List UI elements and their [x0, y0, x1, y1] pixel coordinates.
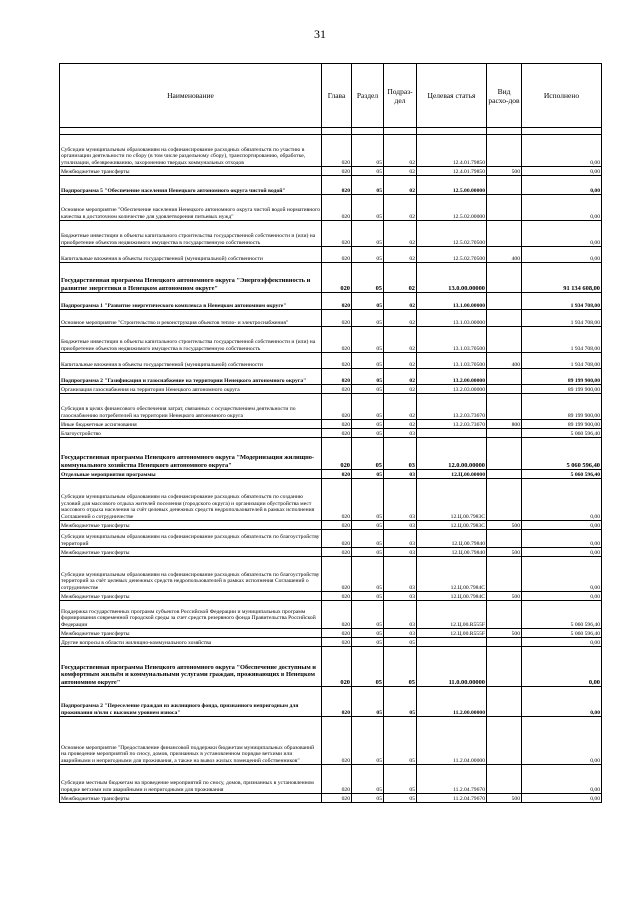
row-target: 12.5.02.70500 — [417, 247, 487, 263]
row-podrazdel: 02 — [384, 263, 417, 293]
row-amount: 0,00 — [522, 135, 602, 167]
row-vid — [487, 385, 522, 394]
row-razdel: 05 — [352, 530, 384, 548]
row-glava: 020 — [322, 717, 352, 765]
row-glava: 020 — [322, 176, 352, 195]
table-row — [60, 647, 602, 687]
row-name: Основное мероприятие "Предоставление финансовой поддержки бюджетам муниципальных образований на проведение мероприятий по сносу, домов, признанных в установленном порядке ветхими или аварийными и непригодными для проживания, а также на вывоз жилых помещений собственников" — [60, 717, 322, 765]
row-target: 12.5.02.00000 — [417, 195, 487, 221]
row-podrazdel: 02 — [384, 420, 417, 429]
row-razdel: 05 — [352, 647, 384, 687]
row-name: Капитальные вложения в объекты государственной (муниципальной) собственности — [60, 353, 322, 369]
row-podrazdel: 03 — [384, 530, 417, 548]
row-razdel: 05 — [352, 167, 384, 176]
table-body — [60, 135, 602, 803]
table-row — [60, 530, 602, 548]
row-target: 11.2.00.00000 — [417, 687, 487, 717]
row-podrazdel: 03 — [384, 548, 417, 557]
row-glava: 020 — [322, 293, 352, 310]
row-podrazdel: 02 — [384, 135, 417, 167]
table-row — [60, 629, 602, 638]
row-podrazdel: 02 — [384, 385, 417, 394]
header-executed: Исполнено — [522, 64, 602, 128]
row-podrazdel: 03 — [384, 470, 417, 479]
row-name: Субсидии муниципальным образованиям на софинансирование расходных обязательств по благоустройству территорий за счёт целевых денежных средств недропользователей в рамках исполнения Соглашений о сотрудничестве — [60, 557, 322, 592]
row-name: Субсидия в целях финансового обеспечения затрат, связанных с осуществлением деятельности по газоснабжению потребителей на территории Ненецкого автономного округа — [60, 394, 322, 420]
row-glava: 020 — [322, 548, 352, 557]
row-glava: 020 — [322, 629, 352, 638]
row-name: Межбюджетные трансферты — [60, 548, 322, 557]
row-vid — [487, 429, 522, 438]
row-target: 11.2.04.79670 — [417, 765, 487, 794]
row-amount: 5 060 596,40 — [522, 629, 602, 638]
row-podrazdel: 02 — [384, 353, 417, 369]
row-amount: 0,00 — [522, 548, 602, 557]
row-razdel: 05 — [352, 470, 384, 479]
table-row — [60, 195, 602, 221]
row-name: Государственная программа Ненецкого автономного округа "Обеспечение доступным и комфортным жильём и коммунальными услугами граждан, проживающих в Ненецком автономном округе" — [60, 647, 322, 687]
table-row — [60, 638, 602, 647]
row-razdel: 05 — [352, 794, 384, 803]
row-vid — [487, 601, 522, 629]
row-vid — [487, 327, 522, 353]
row-vid — [487, 638, 522, 647]
row-glava: 020 — [322, 479, 352, 521]
row-amount: 0,00 — [522, 530, 602, 548]
row-amount: 91 134 608,00 — [522, 263, 602, 293]
table-row — [60, 479, 602, 521]
header-target: Целевая статья — [417, 64, 487, 128]
row-podrazdel: 02 — [384, 247, 417, 263]
row-podrazdel: 02 — [384, 327, 417, 353]
row-glava: 020 — [322, 765, 352, 794]
row-amount: 5 060 596,40 — [522, 601, 602, 629]
row-glava: 020 — [322, 195, 352, 221]
header-glava: Глава — [322, 64, 352, 128]
row-target: 12.4.01.79850 — [417, 135, 487, 167]
row-target: 11.0.00.00000 — [417, 647, 487, 687]
row-razdel: 05 — [352, 176, 384, 195]
row-name: Организация газоснабжения на территории Ненецкого автономного округа — [60, 385, 322, 394]
row-razdel: 05 — [352, 521, 384, 530]
row-name: Благоустройство — [60, 429, 322, 438]
row-podrazdel: 02 — [384, 293, 417, 310]
row-razdel: 05 — [352, 353, 384, 369]
row-name: Капитальные вложения в объекты государственной (муниципальной) собственности — [60, 247, 322, 263]
table-row — [60, 353, 602, 369]
row-target: 13.2.03.00000 — [417, 385, 487, 394]
row-target — [417, 638, 487, 647]
table-row — [60, 429, 602, 438]
row-target: 13.1.03.70500 — [417, 353, 487, 369]
row-name: Бюджетные инвестиции в объекты капитального строительства государственной собственности и (или) на приобретение объектов недвижимого имущества в государственную собственность — [60, 327, 322, 353]
row-amount: 0,00 — [522, 167, 602, 176]
row-amount: 1 934 708,00 — [522, 293, 602, 310]
row-name: Отдельные мероприятия программы — [60, 470, 322, 479]
row-name: Подпрограмма 2 "Газификация и газоснабжение на территории Ненецкого автономного округа" — [60, 369, 322, 385]
row-amount: 89 199 900,00 — [522, 385, 602, 394]
row-razdel: 05 — [352, 195, 384, 221]
row-podrazdel: 02 — [384, 310, 417, 327]
table-row — [60, 557, 602, 592]
row-glava: 020 — [322, 420, 352, 429]
table-row — [60, 394, 602, 420]
row-target: 12.Ц.00.R555F — [417, 629, 487, 638]
row-razdel: 05 — [352, 394, 384, 420]
row-podrazdel: 05 — [384, 717, 417, 765]
row-podrazdel: 03 — [384, 557, 417, 592]
row-name: Государственная программа Ненецкого автономного округа "Энергоэффективность и развитие энергетики в Ненецком автономном округе" — [60, 263, 322, 293]
row-razdel: 05 — [352, 327, 384, 353]
table-row — [60, 293, 602, 310]
table-row — [60, 369, 602, 385]
row-target: 12.0.00.00000 — [417, 438, 487, 470]
row-target: 12.Ц.00.79840 — [417, 548, 487, 557]
row-glava: 020 — [322, 135, 352, 167]
row-glava: 020 — [322, 557, 352, 592]
row-glava: 020 — [322, 263, 352, 293]
row-glava: 020 — [322, 327, 352, 353]
row-target: 11.2.04.00000 — [417, 717, 487, 765]
row-amount: 1 934 708,00 — [522, 310, 602, 327]
row-target: 12.Ц.00.7984С — [417, 592, 487, 601]
row-target: 12.Ц.00.7983С — [417, 521, 487, 530]
row-name: Подпрограмма 1 "Развитие энергетического комплекса в Ненецком автономном округе" — [60, 293, 322, 310]
row-razdel: 05 — [352, 221, 384, 247]
row-target: 13.2.03.73670 — [417, 394, 487, 420]
row-podrazdel: 05 — [384, 765, 417, 794]
row-target: 13.2.00.00000 — [417, 369, 487, 385]
row-target: 13.1.03.70500 — [417, 327, 487, 353]
row-vid — [487, 557, 522, 592]
row-target: 13.0.00.00000 — [417, 263, 487, 293]
row-amount: 0,00 — [522, 687, 602, 717]
row-podrazdel: 03 — [384, 629, 417, 638]
row-vid: 500 — [487, 167, 522, 176]
row-podrazdel: 02 — [384, 369, 417, 385]
row-target: 13.2.03.73670 — [417, 420, 487, 429]
row-razdel: 05 — [352, 135, 384, 167]
row-target: 12.Ц.00.R555F — [417, 601, 487, 629]
row-glava: 020 — [322, 530, 352, 548]
page-number: 31 — [314, 27, 326, 41]
header-razdel: Раздел — [352, 64, 384, 128]
row-target: 13.1.03.00000 — [417, 310, 487, 327]
row-amount: 0,00 — [522, 479, 602, 521]
table-row — [60, 717, 602, 765]
header-name: Наименование — [60, 64, 322, 128]
table-row — [60, 176, 602, 195]
row-glava: 020 — [322, 592, 352, 601]
row-amount: 5 060 596,40 — [522, 438, 602, 470]
table-row — [60, 247, 602, 263]
row-vid — [487, 438, 522, 470]
row-target: 12.Ц.00.79840 — [417, 530, 487, 548]
row-glava: 020 — [322, 601, 352, 629]
row-vid — [487, 176, 522, 195]
row-glava: 020 — [322, 794, 352, 803]
row-razdel: 05 — [352, 263, 384, 293]
table-row — [60, 310, 602, 327]
row-target: 12.4.01.79850 — [417, 167, 487, 176]
row-razdel: 05 — [352, 717, 384, 765]
row-amount: 0,00 — [522, 717, 602, 765]
row-amount: 89 199 900,00 — [522, 394, 602, 420]
row-target: 11.2.04.79670 — [417, 794, 487, 803]
table-row — [60, 470, 602, 479]
table-row — [60, 765, 602, 794]
row-vid — [487, 369, 522, 385]
row-podrazdel: 03 — [384, 601, 417, 629]
row-vid — [487, 765, 522, 794]
row-vid: 800 — [487, 420, 522, 429]
row-target: 12.Ц.00.7983С — [417, 479, 487, 521]
row-razdel: 05 — [352, 548, 384, 557]
row-name: Основное мероприятие "Строительство и реконструкция объектов тепло- и электроснабжения" — [60, 310, 322, 327]
row-razdel: 05 — [352, 247, 384, 263]
row-vid — [487, 470, 522, 479]
row-target: 12.Ц.00.7984С — [417, 557, 487, 592]
row-razdel: 05 — [352, 369, 384, 385]
row-vid: 500 — [487, 521, 522, 530]
row-vid — [487, 310, 522, 327]
row-target: 12.5.02.70500 — [417, 221, 487, 247]
row-podrazdel: 03 — [384, 521, 417, 530]
row-amount: 0,00 — [522, 647, 602, 687]
row-target: 13.1.00.00000 — [417, 293, 487, 310]
table-header-row — [60, 64, 602, 128]
row-name: Субсидии муниципальным образованиям на софинансирование расходных обязательств по участию в организации деятельности по сбору (в том числе раздельному сбору), транспортированию, обработке, утилизации, обезвреживанию, захоронению твердых коммунальных отходов — [60, 135, 322, 167]
row-podrazdel: 02 — [384, 176, 417, 195]
table-row — [60, 794, 602, 803]
row-razdel: 05 — [352, 687, 384, 717]
row-glava: 020 — [322, 353, 352, 369]
row-target — [417, 429, 487, 438]
row-target: 12.5.00.00000 — [417, 176, 487, 195]
row-glava: 020 — [322, 687, 352, 717]
row-podrazdel: 05 — [384, 794, 417, 803]
row-glava: 020 — [322, 521, 352, 530]
row-name: Иные бюджетные ассигнования — [60, 420, 322, 429]
row-vid: 500 — [487, 794, 522, 803]
table-row — [60, 601, 602, 629]
row-amount: 5 060 596,40 — [522, 470, 602, 479]
row-name: Поддержка государственных программ субъектов Российской Федерации и муниципальных программ формирования современной городской среды за счет средств резервного фонда Правительства Российской Федерации — [60, 601, 322, 629]
row-name: Субсидии муниципальным образованиям на софинансирование расходных обязательств по созданию условий для массового отдыха жителей поселения (городского округа) и организации обустройства мест массового отдыха населения за счёт целевых денежных средств недропользователей в рамках исполнения Соглашений о сотрудничестве — [60, 479, 322, 521]
row-name: Другие вопросы в области жилищно-коммунального хозяйства — [60, 638, 322, 647]
row-glava: 020 — [322, 369, 352, 385]
row-glava: 020 — [322, 310, 352, 327]
row-podrazdel: 03 — [384, 438, 417, 470]
row-vid: 400 — [487, 247, 522, 263]
row-name: Межбюджетные трансферты — [60, 629, 322, 638]
row-vid — [487, 717, 522, 765]
row-podrazdel: 05 — [384, 647, 417, 687]
row-vid: 500 — [487, 548, 522, 557]
row-amount: 0,00 — [522, 521, 602, 530]
row-podrazdel: 03 — [384, 592, 417, 601]
row-glava: 020 — [322, 429, 352, 438]
row-target: 12.Ц.00.00000 — [417, 470, 487, 479]
row-vid — [487, 687, 522, 717]
row-podrazdel: 03 — [384, 429, 417, 438]
row-amount: 0,00 — [522, 592, 602, 601]
row-vid: 500 — [487, 592, 522, 601]
row-podrazdel: 02 — [384, 221, 417, 247]
row-podrazdel: 02 — [384, 195, 417, 221]
row-vid — [487, 394, 522, 420]
row-razdel: 05 — [352, 557, 384, 592]
row-podrazdel: 03 — [384, 479, 417, 521]
table-row — [60, 135, 602, 167]
row-glava: 020 — [322, 394, 352, 420]
row-razdel: 05 — [352, 479, 384, 521]
row-glava: 020 — [322, 438, 352, 470]
row-vid — [487, 195, 522, 221]
row-podrazdel: 02 — [384, 394, 417, 420]
row-podrazdel: 05 — [384, 638, 417, 647]
row-name: Бюджетные инвестиции в объекты капитального строительства государственной собственности и (или) на приобретение объектов недвижимого имущества в государственную собственность — [60, 221, 322, 247]
row-glava: 020 — [322, 167, 352, 176]
row-name: Межбюджетные трансферты — [60, 794, 322, 803]
row-vid — [487, 530, 522, 548]
row-razdel: 05 — [352, 592, 384, 601]
row-razdel: 05 — [352, 429, 384, 438]
table-row — [60, 263, 602, 293]
row-amount: 0,00 — [522, 794, 602, 803]
table-row — [60, 167, 602, 176]
row-name: Межбюджетные трансферты — [60, 592, 322, 601]
row-vid — [487, 647, 522, 687]
row-vid — [487, 479, 522, 521]
row-amount: 0,00 — [522, 765, 602, 794]
row-amount: 89 199 900,00 — [522, 420, 602, 429]
row-amount: 0,00 — [522, 638, 602, 647]
row-podrazdel: 05 — [384, 687, 417, 717]
row-name: Субсидии местным бюджетам на проведение мероприятий по сносу, домов, признанных в установленном порядке ветхими или аварийными и непригодными для проживания — [60, 765, 322, 794]
row-amount: 0,00 — [522, 221, 602, 247]
row-podrazdel: 02 — [384, 167, 417, 176]
row-razdel: 05 — [352, 385, 384, 394]
table-row — [60, 548, 602, 557]
row-glava: 020 — [322, 647, 352, 687]
row-vid — [487, 293, 522, 310]
row-name: Межбюджетные трансферты — [60, 521, 322, 530]
row-razdel: 05 — [352, 638, 384, 647]
row-name: Основное мероприятие "Обеспечение населения Ненецкого автономного округа чистой водой нормативного качества в достаточном количестве для удовлетворения питьевых нужд" — [60, 195, 322, 221]
row-amount: 1 934 708,00 — [522, 327, 602, 353]
table-row — [60, 438, 602, 470]
row-vid — [487, 263, 522, 293]
header-spacer-row — [60, 128, 602, 135]
header-podrazdel: Подраз-дел — [384, 64, 417, 128]
row-vid: 400 — [487, 353, 522, 369]
row-amount: 0,00 — [522, 247, 602, 263]
table-row — [60, 592, 602, 601]
row-amount: 5 060 596,40 — [522, 429, 602, 438]
row-name: Субсидии муниципальным образованиям на софинансирование расходных обязательств по благоустройству территорий — [60, 530, 322, 548]
row-vid — [487, 135, 522, 167]
table-row — [60, 420, 602, 429]
row-vid: 500 — [487, 629, 522, 638]
row-amount: 0,00 — [522, 195, 602, 221]
table-row — [60, 327, 602, 353]
row-glava: 020 — [322, 247, 352, 263]
row-name: Межбюджетные трансферты — [60, 167, 322, 176]
row-glava: 020 — [322, 385, 352, 394]
budget-table — [59, 63, 602, 803]
row-vid — [487, 221, 522, 247]
row-amount: 1 934 708,00 — [522, 353, 602, 369]
table-row — [60, 385, 602, 394]
row-razdel: 05 — [352, 438, 384, 470]
row-name: Государственная программа Ненецкого автономного округа "Модернизация жилищно-коммунального хозяйства Ненецкого автономного округа" — [60, 438, 322, 470]
row-razdel: 05 — [352, 293, 384, 310]
row-name: Подпрограмма 5 "Обеспечение населения Ненецкого автономного округа чистой водой" — [60, 176, 322, 195]
row-razdel: 05 — [352, 310, 384, 327]
header-vid: Вид расхо-дов — [487, 64, 522, 128]
table-row — [60, 221, 602, 247]
row-amount: 89 199 900,00 — [522, 369, 602, 385]
table-row — [60, 687, 602, 717]
table-row — [60, 521, 602, 530]
row-amount: 0,00 — [522, 557, 602, 592]
row-razdel: 05 — [352, 629, 384, 638]
row-razdel: 05 — [352, 765, 384, 794]
row-glava: 020 — [322, 638, 352, 647]
row-glava: 020 — [322, 470, 352, 479]
row-amount: 0,00 — [522, 176, 602, 195]
row-razdel: 05 — [352, 601, 384, 629]
row-glava: 020 — [322, 221, 352, 247]
row-name: Подпрограмма 2 "Переселение граждан из жилищного фонда, признанного непригодным для проживания и/или с высоким уровнем износа" — [60, 687, 322, 717]
row-razdel: 05 — [352, 420, 384, 429]
